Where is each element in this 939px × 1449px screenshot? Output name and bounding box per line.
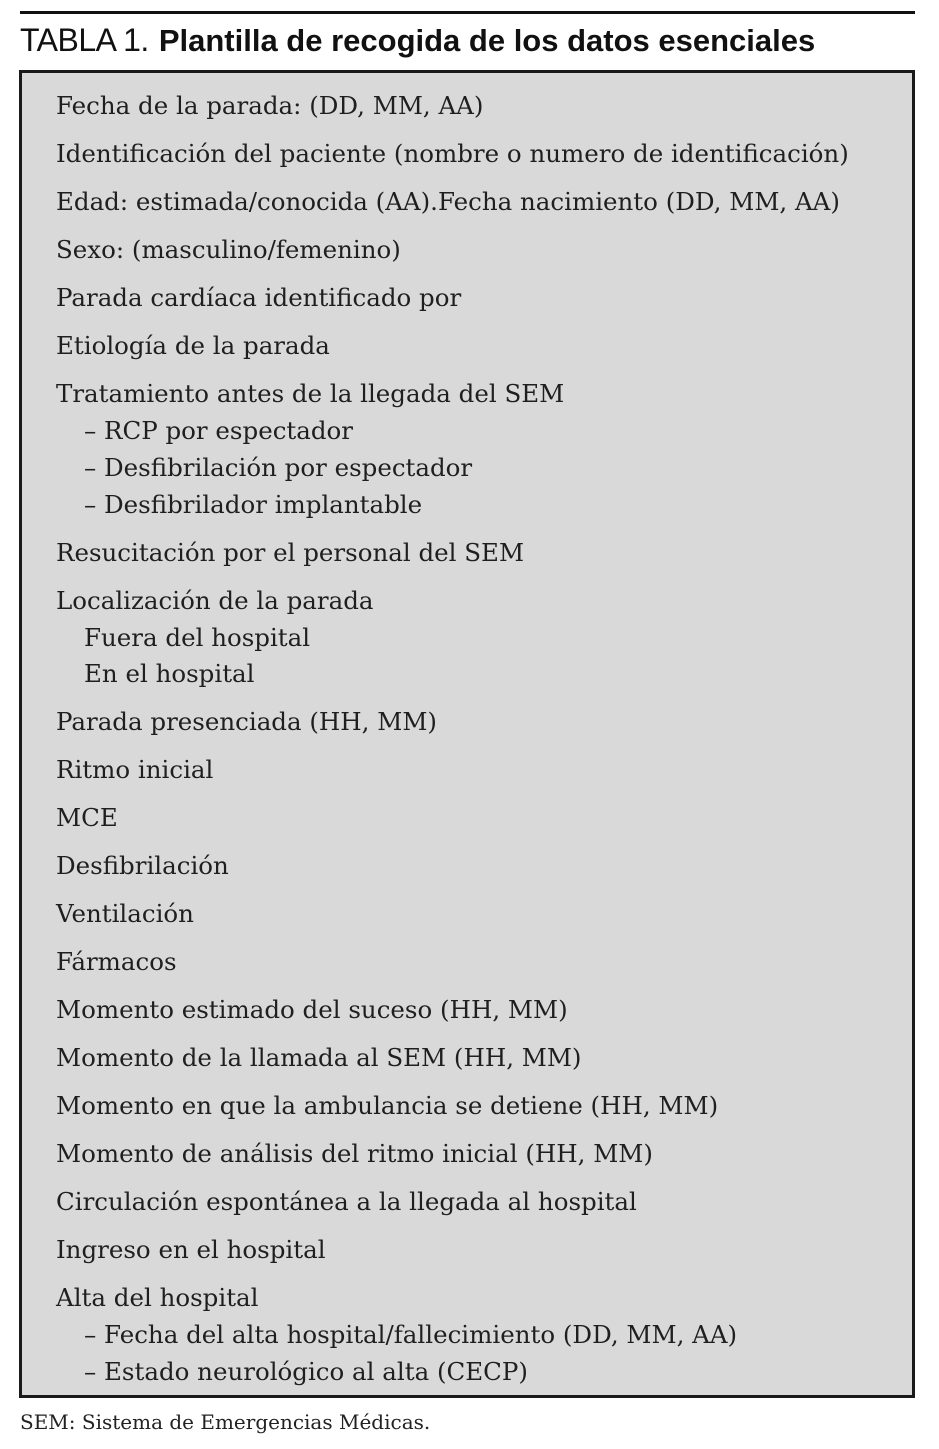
list-item: Fármacos [56, 947, 177, 976]
list-subitem: – Desfibrilador implantable [84, 490, 423, 519]
list-item: Tratamiento antes de la llegada del SEM [56, 379, 565, 408]
list-item: Alta del hospital [56, 1283, 259, 1312]
list-item: Momento de análisis del ritmo inicial (HH, MM) [56, 1139, 653, 1168]
table-caption [20, 20, 920, 60]
list-item: Parada cardíaca identificado por [56, 283, 462, 312]
list-item: Localización de la parada [56, 586, 374, 615]
list-item: Ventilación [56, 899, 194, 928]
list-item: Momento de la llamada al SEM (HH, MM) [56, 1043, 582, 1072]
table-label: TABLA 1. [20, 22, 149, 58]
list-item: Parada presenciada (HH, MM) [56, 707, 437, 736]
list-item: Desfibrilación [56, 851, 229, 880]
list-item: Circulación espontánea a la llegada al hospital [56, 1187, 637, 1216]
list-subitem: – Desfibrilación por espectador [84, 453, 473, 482]
list-item: Resucitación por el personal del SEM [56, 538, 525, 567]
list-item: Etiología de la parada [56, 331, 330, 360]
list-item: Momento en que la ambulancia se detiene (HH, MM) [56, 1091, 719, 1120]
list-item: MCE [56, 803, 118, 832]
top-rule [20, 11, 915, 14]
footnote: SEM: Sistema de Emergencias Médicas. [20, 1410, 431, 1434]
list-item: Ingreso en el hospital [56, 1235, 326, 1264]
list-item: Fecha de la parada: (DD, MM, AA) [56, 91, 484, 120]
data-template-box [19, 70, 915, 1398]
table-title: Plantilla de recogida de los datos esenciales [158, 23, 816, 58]
list-subitem: – RCP por espectador [84, 416, 354, 445]
list-item: Ritmo inicial [56, 755, 214, 784]
list-item: Edad: estimada/conocida (AA).Fecha nacimiento (DD, MM, AA) [56, 187, 840, 216]
list-item: Identificación del paciente (nombre o numero de identificación) [56, 139, 849, 168]
list-item: Sexo: (masculino/femenino) [56, 235, 401, 264]
list-subitem: – Fecha del alta hospital/fallecimiento (DD, MM, AA) [84, 1320, 738, 1349]
list-subitem: Fuera del hospital [84, 623, 311, 652]
list-subitem: En el hospital [84, 659, 255, 688]
list-item: Momento estimado del suceso (HH, MM) [56, 995, 568, 1024]
list-subitem: – Estado neurológico al alta (CECP) [84, 1357, 528, 1386]
